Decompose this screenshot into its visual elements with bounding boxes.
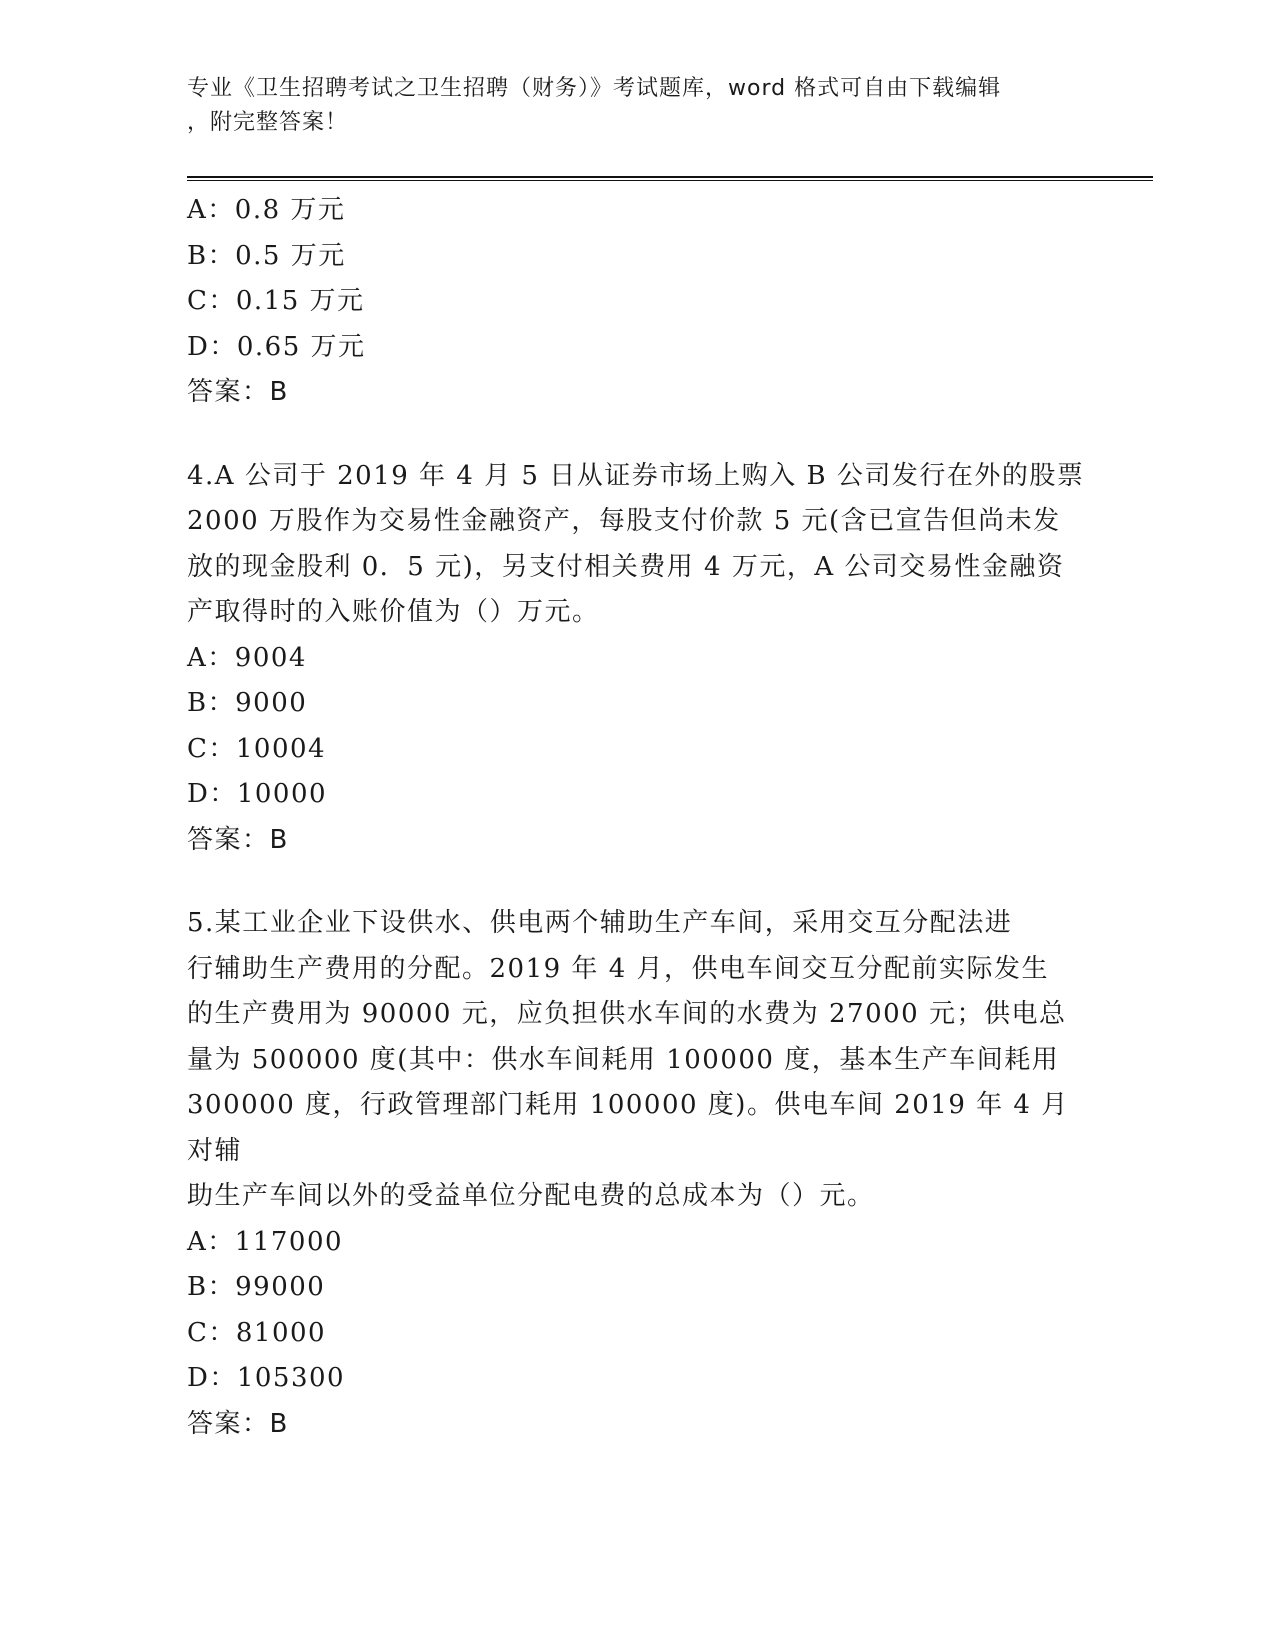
- header-line-1: 专业《卫生招聘考试之卫生招聘（财务）》考试题库，word 格式可自由下载编辑: [187, 76, 1002, 101]
- answer-line: 答案：B: [187, 377, 289, 407]
- header-divider: [187, 176, 1153, 181]
- question-text: [187, 454, 1087, 636]
- answer-line: 答案：B: [187, 824, 289, 855]
- question-text-line: 产取得时的入账价值为（）万元。: [187, 597, 600, 627]
- question-text-line: 300000 度，行政管理部门耗用 100000 度)。供电车间 2019 年 4 月对辅: [187, 1090, 1069, 1166]
- option-a: A：117000: [187, 1226, 344, 1257]
- question-5: [187, 901, 1087, 1447]
- option-a: A：9004: [187, 642, 307, 673]
- question-text-line: 放的现金股利 0．5 元)，另支付相关费用 4 万元，A 公司交易性金融资: [187, 551, 1065, 582]
- option-d: D：0.65 万元: [187, 331, 366, 362]
- question-text: [187, 901, 1087, 1220]
- option-d: D：10000: [187, 779, 328, 809]
- question-text-line: 助生产车间以外的受益单位分配电费的总成本为（）元。: [187, 1181, 875, 1211]
- header-line-2: ，附完整答案！: [187, 110, 349, 135]
- question-text-line: 4.A 公司于 2019 年 4 月 5 日从证券市场上购入 B 公司发行在外的股票: [187, 460, 1085, 491]
- question-4: [187, 454, 1087, 864]
- page-header: [187, 72, 1087, 140]
- option-c: C：10004: [187, 733, 327, 764]
- option-c: C：81000: [187, 1317, 327, 1348]
- option-d: D：105300: [187, 1363, 346, 1393]
- option-a: A：0.8 万元: [187, 195, 346, 225]
- option-c: C：0.15 万元: [187, 286, 365, 316]
- question-3: [187, 188, 1087, 416]
- question-text-line: 2000 万股作为交易性金融资产，每股支付价款 5 元(含已宣告但尚未发: [187, 506, 1061, 536]
- question-text-line: 行辅助生产费用的分配。2019 年 4 月，供电车间交互分配前实际发生: [187, 953, 1050, 984]
- question-text-line: 的生产费用为 90000 元，应负担供水车间的水费为 27000 元；供电总: [187, 999, 1067, 1029]
- answer-line: 答案：B: [187, 1408, 289, 1439]
- question-text-line: 5.某工业企业下设供水、供电两个辅助生产车间，采用交互分配法进: [187, 908, 1013, 938]
- option-b: B：0.5 万元: [187, 240, 346, 271]
- question-text-line: 量为 500000 度(其中：供水车间耗用 100000 度，基本生产车间耗用: [187, 1044, 1060, 1075]
- option-b: B：99000: [187, 1272, 326, 1302]
- document-body: [187, 188, 1087, 1447]
- option-b: B：9000: [187, 688, 308, 718]
